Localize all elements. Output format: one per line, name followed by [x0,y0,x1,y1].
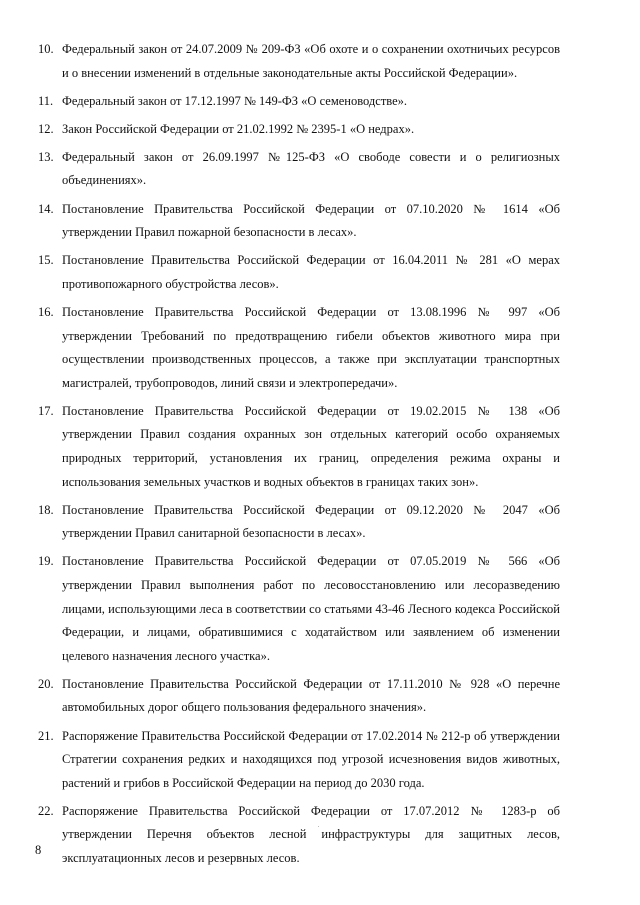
list-item-text: Постановление Правительства Российской Федерации от 17.11.2010 № 928 «О перечне автомобильных дорог общего пользования федерального значения». [62,676,560,715]
list-item-text: Постановление Правительства Российской Федерации от 09.12.2020 № 2047 «Об утверждении Правил санитарной безопасности в лесах». [62,502,560,541]
list-item-number: 17. [38,403,54,418]
list-item-text: Федеральный закон от 17.12.1997 № 149-ФЗ «О семеноводстве». [62,93,408,108]
list-item-text: Постановление Правительства Российской Федерации от 19.02.2015 № 138 «Об утверждении Правил создания охранных зон отдельных категорий особо охраняемых природных территорий, установления их границ, определения режима охраны и использования земельных участков и водных объектов в границах таких зон». [62,403,560,489]
list-item-text: Распоряжение Правительства Российской Федерации от 17.02.2014 № 212-р об утверждении Стратегии сохранения редких и находящихся под угрозой исчезновения видов животных, растений и грибов в Российской Федерации на период до 2030 года. [62,728,560,790]
list-item [38,146,560,193]
list-item [38,725,560,796]
list-item [38,118,560,142]
list-item [38,38,560,85]
list-item-number: 11. [38,93,54,108]
list-item [38,499,560,546]
list-item [38,90,560,114]
list-item-text: Постановление Правительства Российской Федерации от 16.04.2011 № 281 «О мерах противопожарного обустройства лесов». [62,253,560,291]
list-item [38,800,560,871]
legal-acts-list [38,38,560,875]
list-item [38,673,560,720]
list-item-number: 18. [38,502,54,517]
list-item [38,301,560,395]
list-item-text: Постановление Правительства Российской Федерации от 07.05.2019 № 566 «Об утверждении Правил выполнения работ по лесовосстановлению или лесоразведению лицами, использующими леса в соответствии со статьями 43-46 Лесного кодекса Российской Федерации, и лицами, обратившимися с ходатайством или заявлением об изменении целевого назначения лесного участка». [62,554,560,663]
list-item [38,198,560,245]
list-item-text: Закон Российской Федерации от 21.02.1992 № 2395-1 «О недрах». [62,121,415,136]
list-item-number: 21. [38,728,54,743]
list-item-number: 12. [38,121,54,136]
scan-speck [318,826,319,827]
list-item-text: Федеральный закон от 24.07.2009 № 209-ФЗ «Об охоте и о сохранении охотничьих ресурсов и о внесении изменений в отдельные законодательные акты Российской Федерации». [62,42,560,80]
list-item-number: 19. [38,554,54,569]
list-item-number: 14. [38,201,54,216]
list-item-number: 22. [38,803,54,818]
list-item-number: 15. [38,253,54,268]
list-item-text: Распоряжение Правительства Российской Федерации от 17.07.2012 № 1283-р об утверждении Перечня объектов лесной инфраструктуры для защитных лесов, эксплуатационных лесов и резервных лесов. [62,803,560,865]
list-item [38,550,560,668]
list-item [38,249,560,296]
list-item-text: Постановление Правительства Российской Федерации от 13.08.1996 № 997 «Об утверждении Требований по предотвращению гибели объектов животного мира при осуществлении производственных процессов, а также при эксплуатации транспортных магистралей, трубопроводов, линий связи и электропередачи». [62,304,560,390]
list-item-text: Постановление Правительства Российской Федерации от 07.10.2020 № 1614 «Об утверждении Правил пожарной безопасности в лесах». [62,201,560,240]
list-item [38,400,560,494]
page-number: 8 [35,843,42,857]
list-item-text: Федеральный закон от 26.09.1997 №125-ФЗ «О свободе совести и о религиозных объединениях». [62,149,560,188]
list-item-number: 20. [38,676,54,691]
list-item-number: 16. [38,304,54,319]
list-item-number: 13. [38,149,54,164]
list-item-number: 10. [38,42,54,56]
